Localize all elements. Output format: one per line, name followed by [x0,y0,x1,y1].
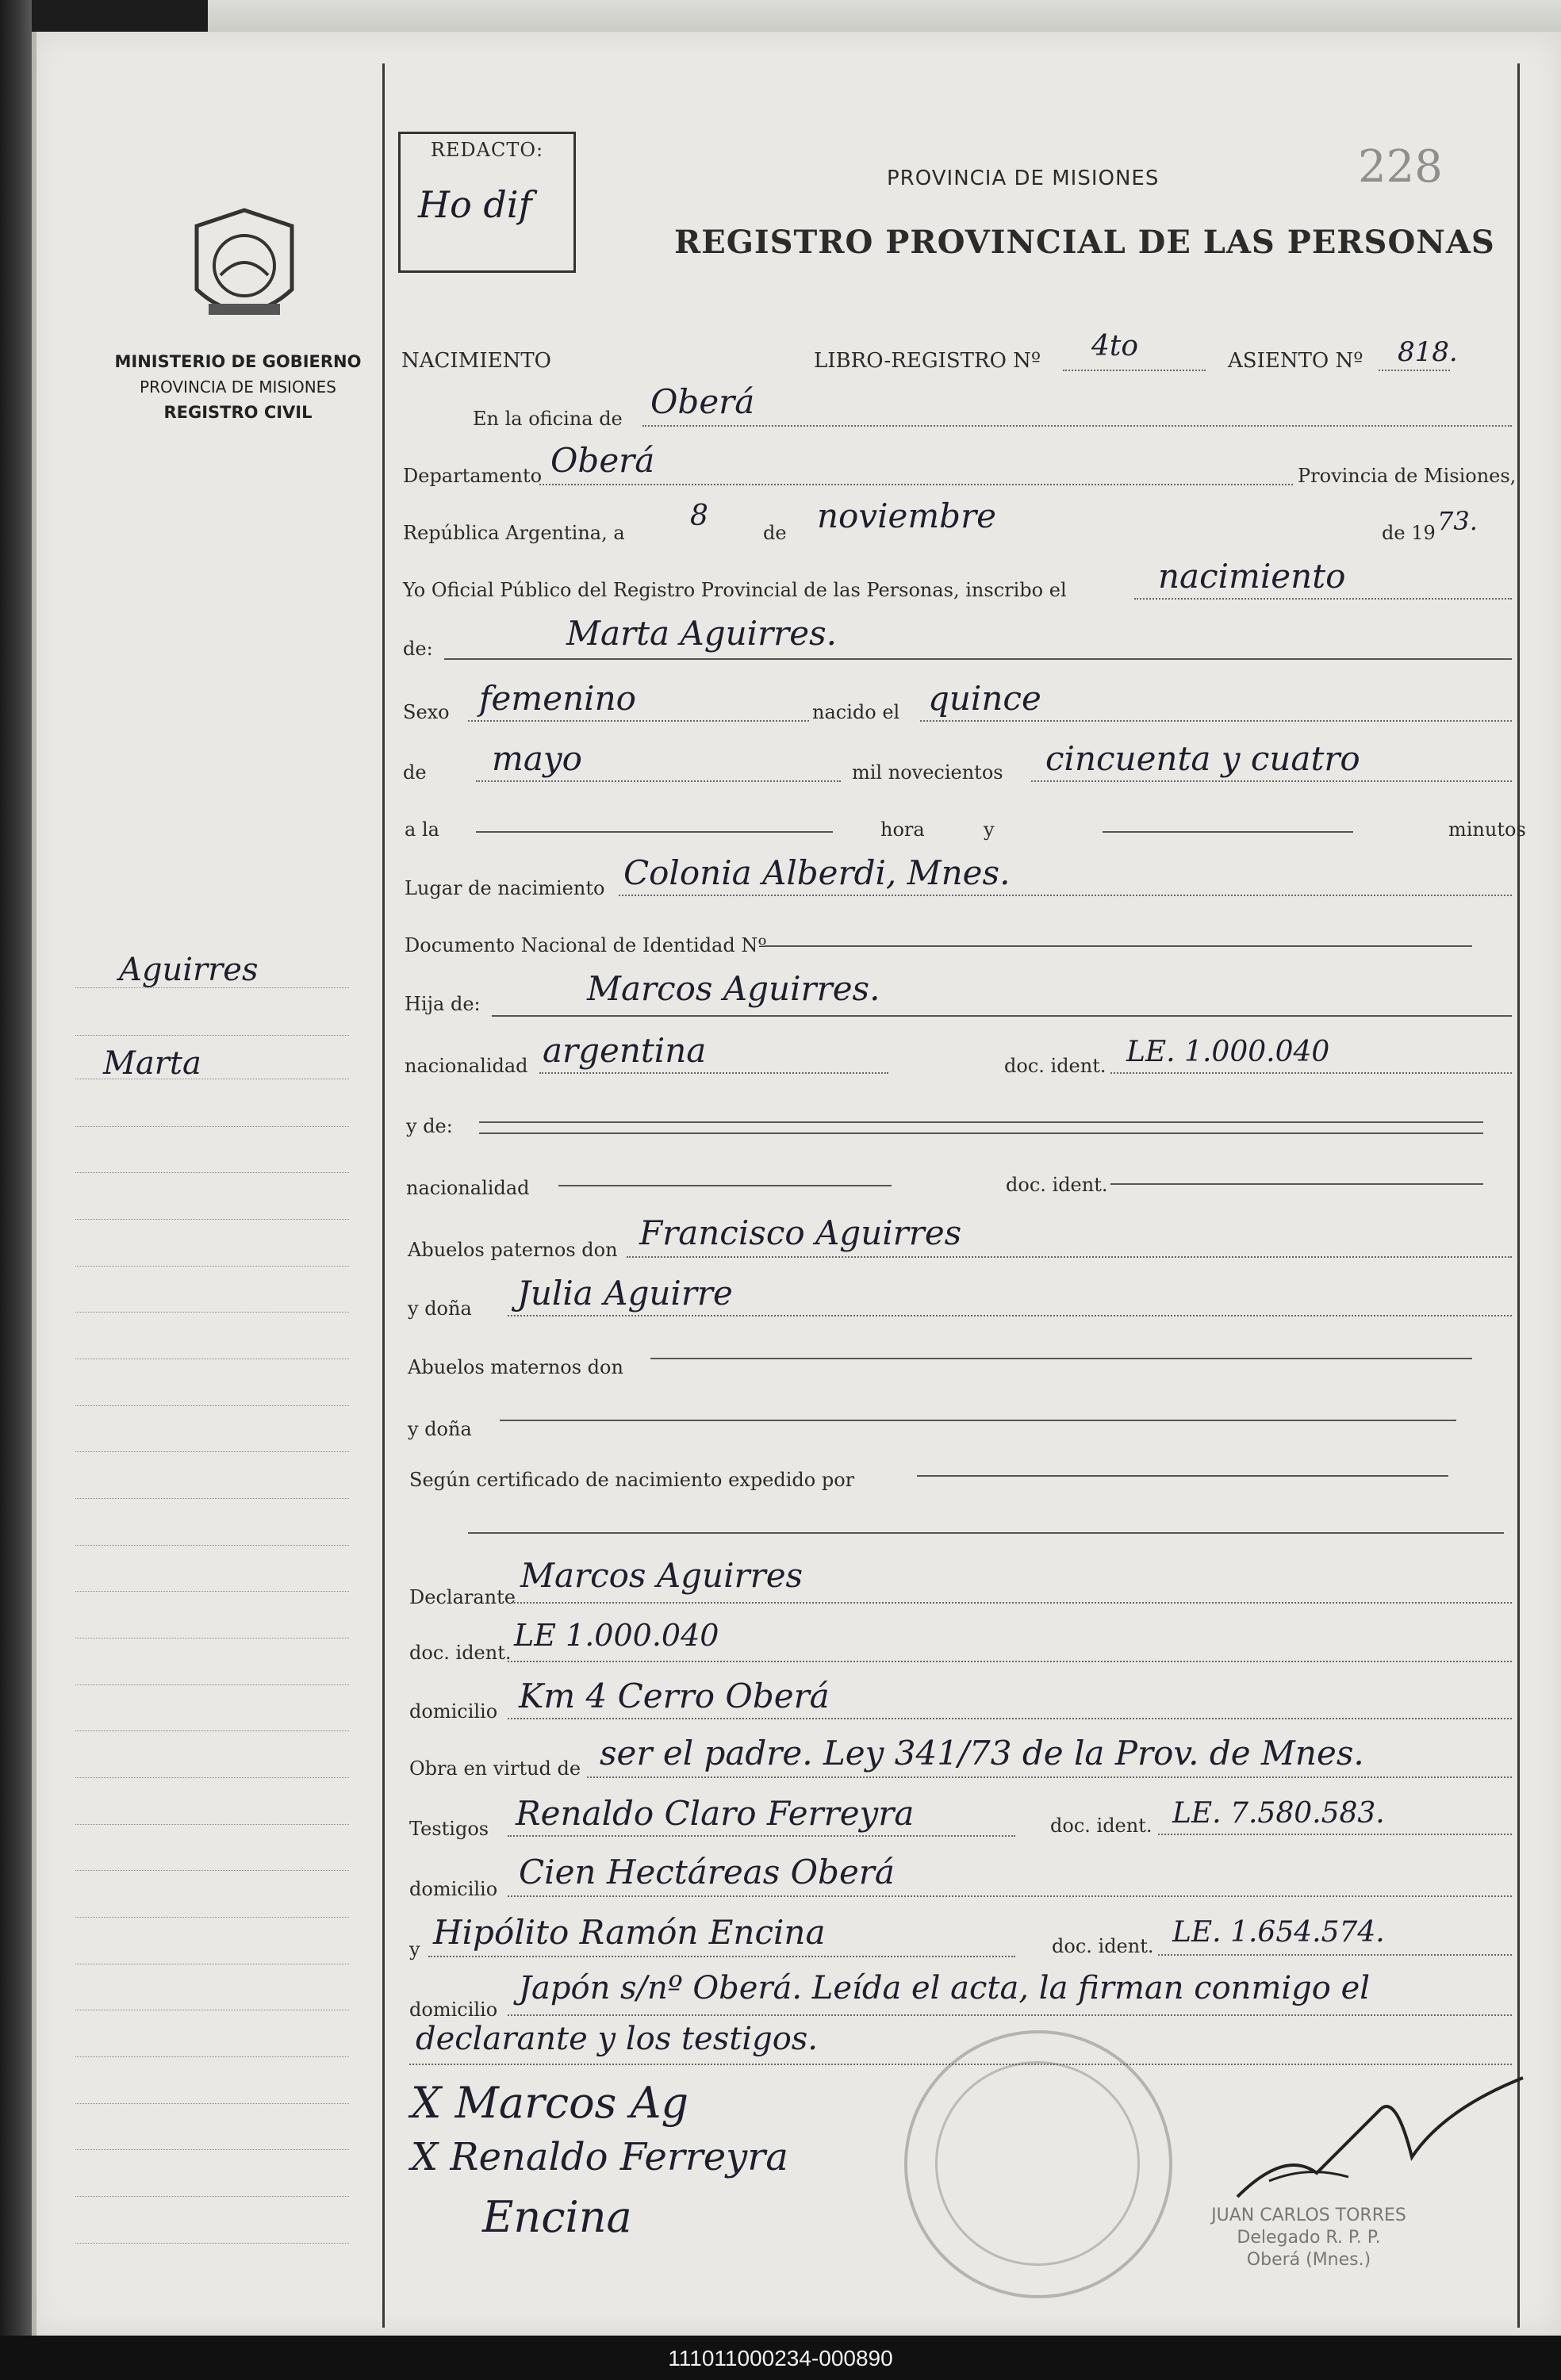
cierre-text: declarante y los testigos. [416,2021,819,2057]
oficial-line [1134,598,1512,600]
margin-rule [75,1172,349,1173]
abuelo-paterno-line [627,1256,1512,1258]
margin-rule [75,2196,349,2197]
hora-label: hora [880,818,925,841]
testigo1: Renaldo Claro Ferreyra [516,1794,915,1833]
official-name: JUAN CARLOS TORRES [1211,2206,1406,2225]
sexo-label: Sexo [403,701,450,723]
provincial-shield-icon [181,202,308,337]
mes-line [476,780,841,782]
domicilio-testigo2: Japón s/nº Oberá. Leída el acta, la firman conmigo el [519,1970,1371,2006]
margin-rule [75,1405,349,1406]
doc-declarante-line [508,1661,1512,1662]
padre-line [492,1015,1512,1017]
signature-testigo2: Encina [482,2192,632,2242]
ministry-registry: REGISTRO CIVIL [163,403,313,422]
margin-surname: Aguirres [119,952,259,988]
madre-line-1 [479,1121,1483,1123]
nacido-mes: mayo [492,739,582,778]
ministry-title: MINISTERIO DE GOBIERNO [114,352,362,371]
a-la-line [476,831,833,833]
fecha-anio-label: de 19 [1382,522,1436,544]
domicilio-testigo1-line [508,1895,1512,1897]
mes-de-label: de [403,761,427,784]
redacto-value: Ho dif [418,183,532,226]
abuelo-paterno: Francisco Aguirres [639,1213,962,1252]
oficial-value: nacimiento [1158,557,1346,596]
doc-testigo1-label: doc. ident. [1050,1815,1153,1837]
official-signature-icon [1222,2062,1539,2221]
nacionalidad-line [539,1072,888,1074]
fecha-de-label: de [763,522,787,544]
margin-rule [75,1126,349,1127]
testigo2-line [428,1956,1015,1957]
doc-padre: LE. 1.000.040 [1126,1036,1330,1068]
abuela-materna-line [500,1420,1456,1421]
de-label: de: [403,638,433,660]
domicilio-testigo1-label: domicilio [409,1878,498,1900]
doc-ident-label: doc. ident. [1004,1055,1107,1077]
doc-padre-line [1110,1072,1512,1074]
page-edge [32,32,36,2336]
doc-madre-line [1110,1183,1483,1185]
madre-line-2 [479,1133,1483,1134]
abuelos-paternos-label: Abuelos paternos don [408,1239,618,1261]
domicilio-line [508,1718,1512,1719]
minutos-label: minutos [1448,818,1526,841]
doc-testigo1-line [1158,1834,1512,1835]
hijo-label: Hija de: [405,993,481,1015]
testigo1-line [508,1835,1015,1837]
nacido-anio: cincuenta y cuatro [1045,739,1360,778]
documento-line [765,945,1472,947]
libro-line [1063,370,1206,371]
signature-testigo1: X Renaldo Ferreyra [411,2135,788,2179]
nacido-label: nacido el [812,701,900,723]
lugar-label: Lugar de nacimiento [405,877,605,899]
official-stamp-icon [904,2030,1172,2298]
margin-rule [75,1035,349,1036]
right-margin-rule [1517,63,1520,2328]
departamento-value: Oberá [550,441,655,480]
testigos-label: Testigos [409,1818,489,1840]
doc-testigo2-line [1158,1954,1512,1956]
domicilio-testigo2-label: domicilio [409,1999,498,2021]
padre-value: Marcos Aguirres. [587,969,880,1008]
ministry-block [79,349,397,425]
fecha-mes: noviembre [817,496,996,535]
nacionalidad-label: nacionalidad [405,1055,528,1077]
minutos-line [1103,831,1353,833]
doc-testigo2-label: doc. ident. [1052,1935,1154,1957]
y-dona-label-2: y doña [408,1418,472,1440]
registry-title: REGISTRO PROVINCIAL DE LAS PERSONAS [674,224,1495,261]
anio-line [1031,780,1512,782]
official-place: Oberá (Mnes.) [1246,2250,1371,2270]
fecha-dia: 8 [690,500,708,532]
domicilio-testigo1: Cien Hectáreas Oberá [519,1853,895,1891]
y-de-label: y de: [406,1115,453,1137]
nacionalidad-madre-line [558,1185,892,1186]
margin-rule [75,1312,349,1313]
margin-rule [75,1824,349,1825]
nombre-inscripto: Marta Aguirres. [566,614,838,653]
libro-value: 4to [1091,330,1139,362]
domicilio-testigo2-line [508,2014,1512,2016]
abuelo-materno-line [650,1358,1472,1359]
margin-rule [75,1451,349,1452]
ministry-province: PROVINCIA DE MISIONES [140,378,336,397]
oficial-label: Yo Oficial Público del Registro Provincial de las Personas, inscribo el [403,579,1067,601]
margin-rule [75,2149,349,2150]
republica-label: República Argentina, a [403,522,625,544]
sexo-value: femenino [479,679,636,718]
fecha-anio: 73. [1437,506,1478,536]
nacionalidad-padre: argentina [543,1031,707,1070]
margin-rule [75,1591,349,1592]
abuelos-maternos-label: Abuelos maternos don [408,1356,623,1378]
doc-declarante: LE 1.000.040 [514,1618,719,1653]
certificado-line-2 [468,1532,1504,1534]
document-id: 111011000234-000890 [668,2346,893,2370]
margin-rule [75,2103,349,2104]
a-la-label: a la [405,818,439,841]
oficina-value: Oberá [650,382,755,421]
domicilio-value: Km 4 Cerro Oberá [519,1677,830,1715]
obra-value: ser el padre. Ley 341/73 de la Prov. de Mnes. [600,1734,1364,1773]
margin-rule [75,1266,349,1267]
oficina-label: En la oficina de [473,408,623,430]
y-dona-label: y doña [408,1297,472,1320]
margin-rule [75,1777,349,1778]
asiento-label: ASIENTO Nº [1228,349,1363,373]
doc-ident-label-2: doc. ident. [1006,1174,1108,1196]
province-header: PROVINCIA DE MISIONES [887,167,1160,190]
margin-rule [75,2056,349,2057]
provincia-misiones: Provincia de Misiones, [1298,465,1517,487]
mil-label: mil novecientos [852,761,1003,784]
declarante-label: Declarante [409,1586,516,1608]
margin-rule [75,1917,349,1918]
abuela-paterna: Julia Aguirre [517,1274,733,1313]
official-role: Delegado R. P. P. [1237,2228,1381,2248]
nacido-line [920,720,1512,722]
abuela-paterna-line [508,1315,1512,1316]
doc-testigo1: LE. 7.580.583. [1172,1797,1385,1830]
obra-line [587,1776,1512,1778]
departamento-label: Departamento [403,465,543,487]
nacionalidad-label-2: nacionalidad [406,1177,530,1199]
redacto-box [398,132,576,273]
margin-rule [75,1684,349,1685]
y-label: y [984,818,995,841]
domicilio-label: domicilio [409,1700,498,1723]
nombre-line [444,658,1512,660]
obra-label: Obra en virtud de [409,1757,581,1780]
margin-rule [75,1219,349,1220]
official-seal-text [1166,2205,1452,2271]
margin-rule [75,1870,349,1871]
certificado-line [917,1475,1448,1477]
doc-testigo2: LE. 1.654.574. [1172,1916,1385,1949]
sexo-line [468,720,809,722]
stamp-inner-ring [935,2061,1140,2266]
departamento-line [539,484,1293,485]
asiento-value: 818. [1398,336,1458,368]
libro-label: LIBRO-REGISTRO Nº [814,349,1041,373]
margin-rule [75,1545,349,1546]
nacimiento-heading: NACIMIENTO [401,349,551,373]
signature-declarante: X Marcos Ag [411,2078,689,2128]
declarante-value: Marcos Aguirres [520,1556,804,1595]
margin-name: Marta [103,1045,201,1082]
certificado-label: Según certificado de nacimiento expedido por [409,1469,855,1491]
declarante-line [508,1602,1512,1604]
lugar-value: Colonia Alberdi, Mnes. [623,853,1011,892]
redacto-label: REDACTO: [430,139,544,161]
testigo2: Hipólito Ramón Encina [433,1913,826,1952]
binder-edge [0,0,32,2336]
asiento-line [1379,370,1450,371]
documento-label: Documento Nacional de Identidad Nº [405,934,767,956]
margin-rule [75,1498,349,1499]
margin-rule [75,2243,349,2244]
lugar-line [619,895,1512,896]
margin-rule [75,987,349,988]
y-testigo2-label: y [409,1938,420,1960]
oficina-line [642,425,1512,427]
margin-rule [75,1730,349,1731]
page-number: 228 [1358,141,1443,193]
doc-ident-declarante-label: doc. ident. [409,1642,512,1664]
nacido-dia: quince [928,679,1041,718]
